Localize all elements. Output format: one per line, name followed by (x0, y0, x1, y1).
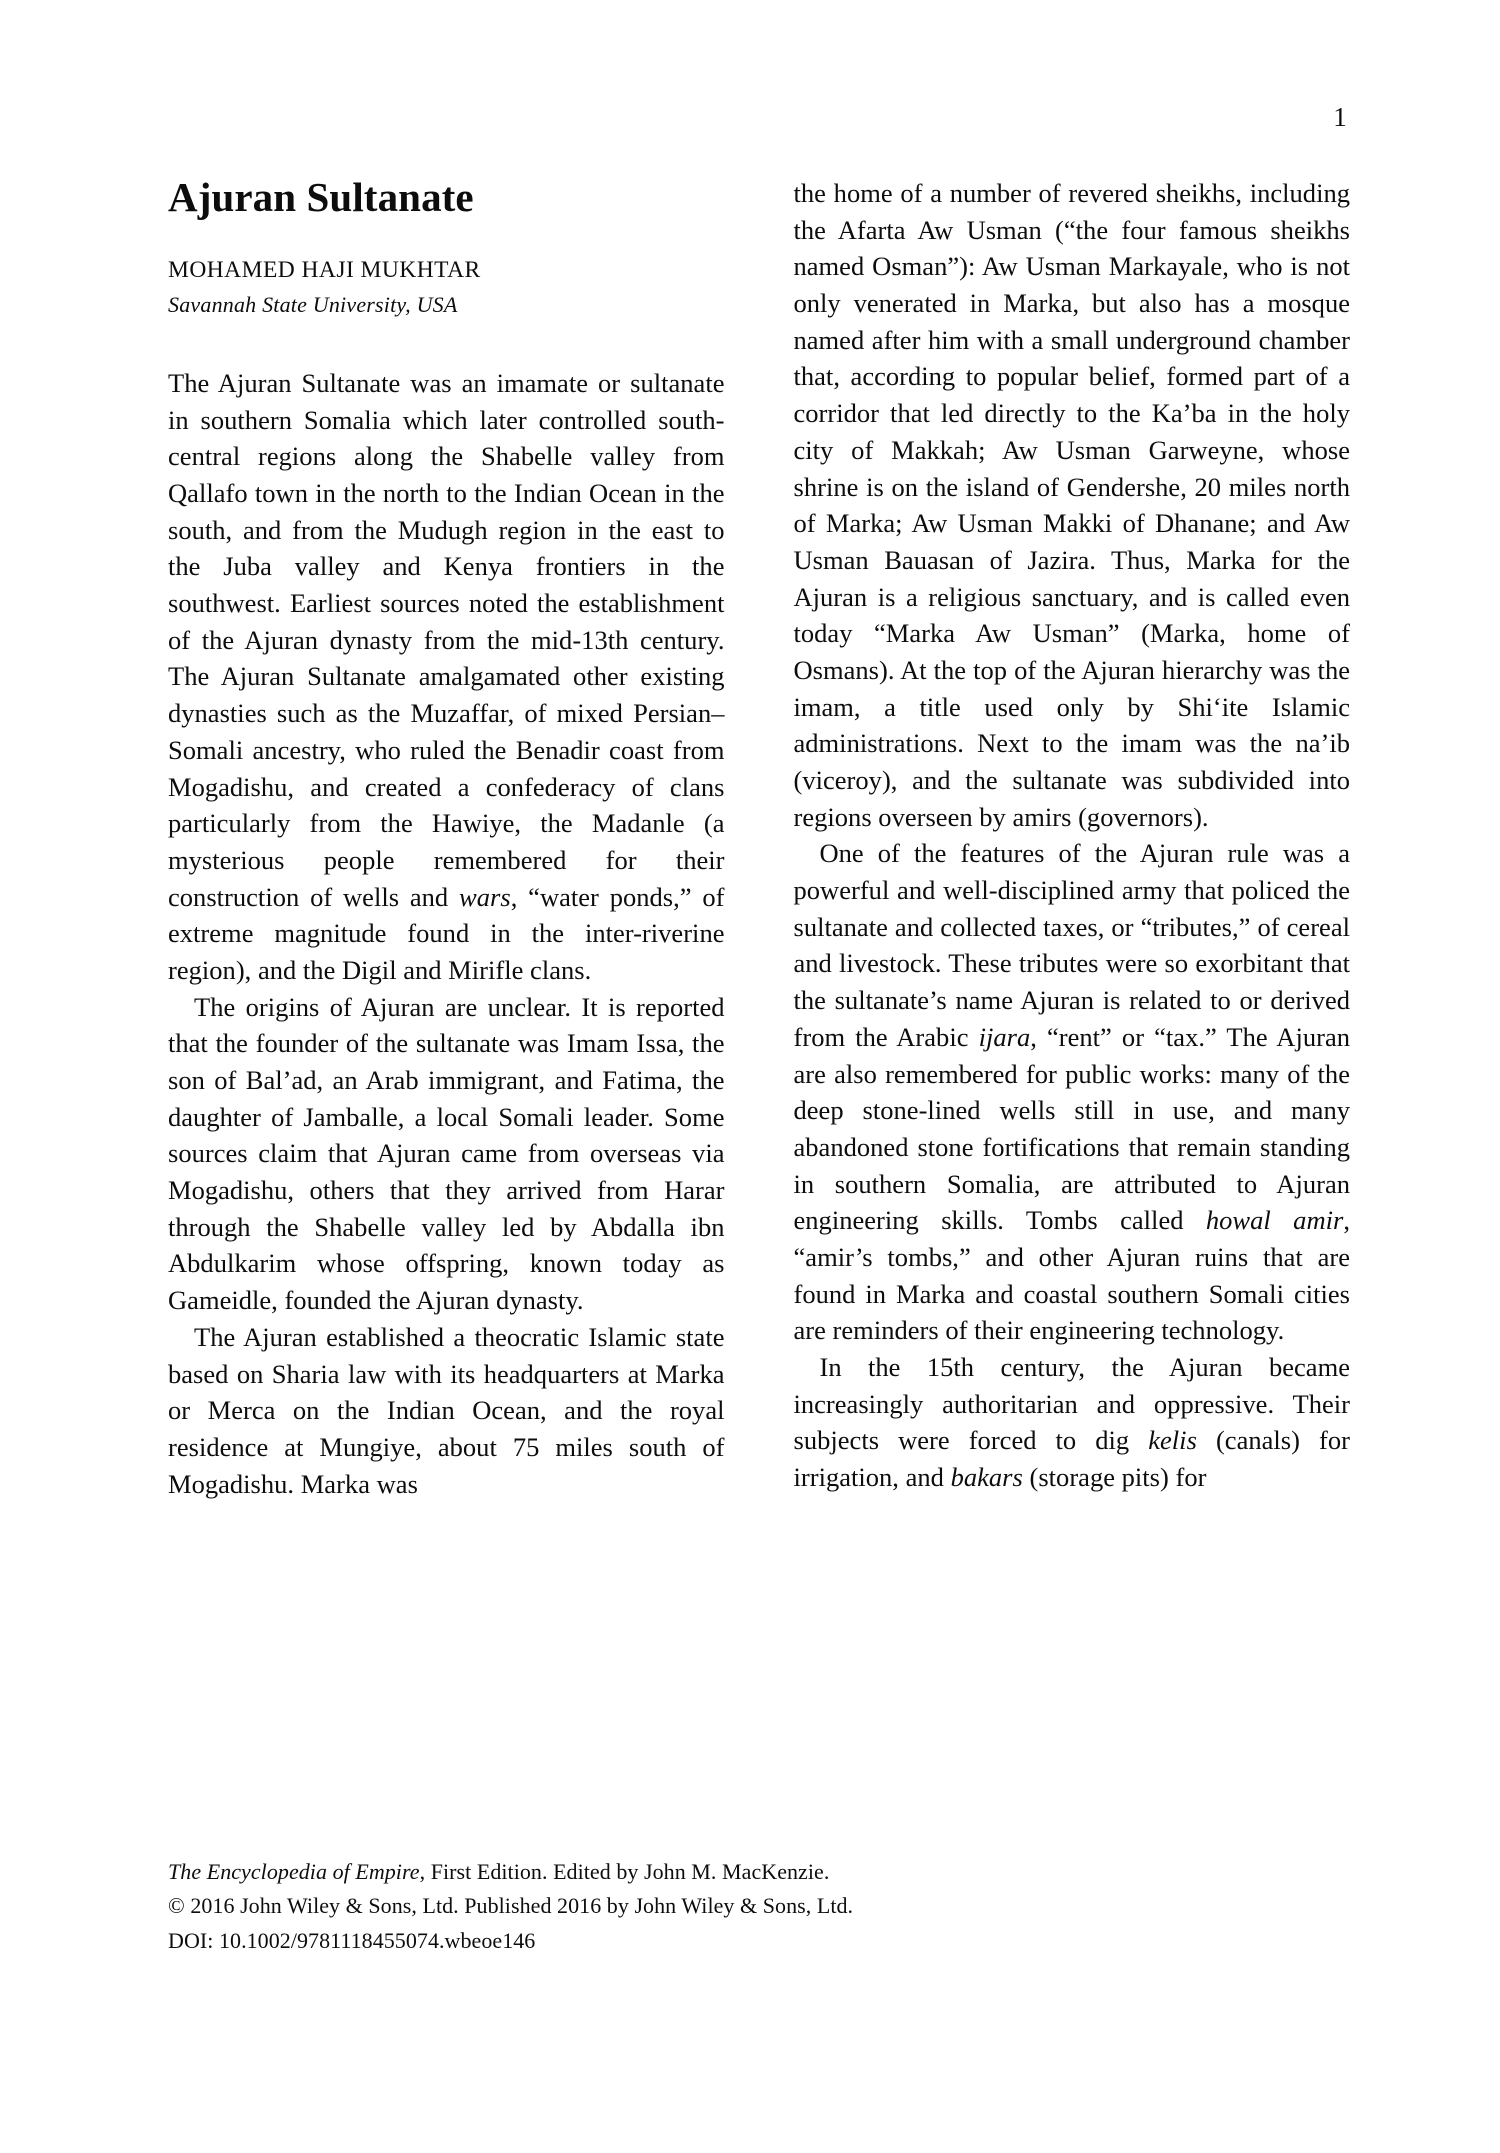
page-footer (168, 1855, 1068, 1958)
paragraph-6: In the 15th century, the Ajuran became increasingly authoritarian and oppressive. Their subjects were forced to dig kelis (canals) for irrigation, and bakars (storage pits) for (793, 1352, 1350, 1493)
footer-copyright-line: © 2016 John Wiley & Sons, Ltd. Published 2016 by John Wiley & Sons, Ltd. (168, 1893, 854, 1919)
footer-doi-line: DOI: 10.1002/9781118455074.wbeoe146 (168, 1927, 536, 1953)
author-name: MOHAMED HAJI MUKHTAR (168, 256, 481, 283)
italic-term-kelis: kelis (1148, 1425, 1197, 1456)
italic-term-bakars: bakars (950, 1462, 1023, 1493)
paragraph-3: The Ajuran established a theocratic Islamic state based on Sharia law with its headquarters at Marka or Merca on the Indian Ocean, and the royal residence at Mungiye, about 75 miles south of Mogadishu. Marka was (168, 1321, 725, 1499)
column-right (794, 175, 1351, 1496)
footer-citation-line (168, 1855, 1068, 1889)
footer-publication-title: The Encyclopedia of Empire (168, 1859, 420, 1884)
paragraph-5: One of the features of the Ajuran rule was a powerful and well-disciplined army that policed the sultanate and collected taxes, or “tributes,” of cereal and livestock. These tributes were so exorbitant that the sultanate’s name Ajuran is related to or derived from the Arabic ijara, “rent” or “tax.” The Ajuran are also remembered for public works: many of the deep stone-lined wells still in use, and many abandoned stone fortifications that remain standing in southern Somalia, are attributed to Ajuran engineering skills. Tombs called howal amir, “amir’s tombs,” and other Ajuran ruins that are found in Marka and coastal southern Somali cities are reminders of their engineering technology. (793, 838, 1351, 1346)
column-left (168, 175, 725, 1502)
footer-edition-text: , First Edition. Edited by John M. MacKenzie. (419, 1859, 830, 1884)
italic-term-howal-amir: howal amir (1205, 1205, 1344, 1236)
paragraph-4: the home of a number of revered sheikhs, including the Afarta Aw Usman (“the four famous sheikhs named Osman”): Aw Usman Markayale, who is not only venerated in Marka, but also has a mosque named after him with a small underground chamber that, according to popular belief, formed part of a corridor that led directly to the Ka’ba in the holy city of Makkah; Aw Usman Garweyne, whose shrine is on the island of Gendershe, 20 miles north of Marka; Aw Usman Makki of Dhanane; and Aw Usman Bauasan of Jazira. Thus, Marka for the Ajuran is a religious sanctuary, and is called even today “Marka Aw Usman” (Marka, home of Osmans). At the top of the Ajuran hierarchy was the imam, a title used only by Shi‘ite Islamic administrations. Next to the imam was the na’ib (viceroy), and the sultanate was subdivided into regions overseen by amirs (governors). (793, 178, 1350, 832)
author-affiliation: Savannah State University, USA (168, 291, 458, 317)
two-column-layout (168, 175, 1350, 1502)
paragraph-2: The origins of Ajuran are unclear. It is reported that the founder of the sultanate was Imam Issa, the son of Bal’ad, an Arab immigrant, and Fatima, the daughter of Jamballe, a local Somali leader. Some sources claim that Ajuran came from overseas via Mogadishu, others that they arrived from Harar through the Shabelle valley led by Abdalla ibn Abdulkarim whose offspring, known today as Gameidle, founded the Ajuran dynasty. (168, 991, 725, 1316)
paragraph-1: The Ajuran Sultanate was an imamate or sultanate in southern Somalia which later controlled south-central regions along the Shabelle valley from Qallafo town in the north to the Indian Ocean in the south, and from the Mudugh region in the east to the Juba valley and Kenya frontiers in the southwest. Earliest sources noted the establishment of the Ajuran dynasty from the mid-13th century. The Ajuran Sultanate amalgamated other existing dynasties such as the Muzaffar, of mixed Persian–Somali ancestry, who ruled the Benadir coast from Mogadishu, and created a confederacy of clans particularly from the Hawiye, the Madanle (a mysterious people remembered for their construction of wells and wars, “water ponds,” of extreme magnitude found in the inter-riverine region), and the Digil and Mirifle clans. (168, 367, 725, 985)
italic-term-ijara: ijara (978, 1021, 1031, 1052)
article-content (168, 175, 1350, 1502)
italic-term-wars: wars (459, 881, 511, 912)
article-title: Ajuran Sultanate (168, 174, 474, 220)
page-number: 1 (1333, 102, 1347, 132)
